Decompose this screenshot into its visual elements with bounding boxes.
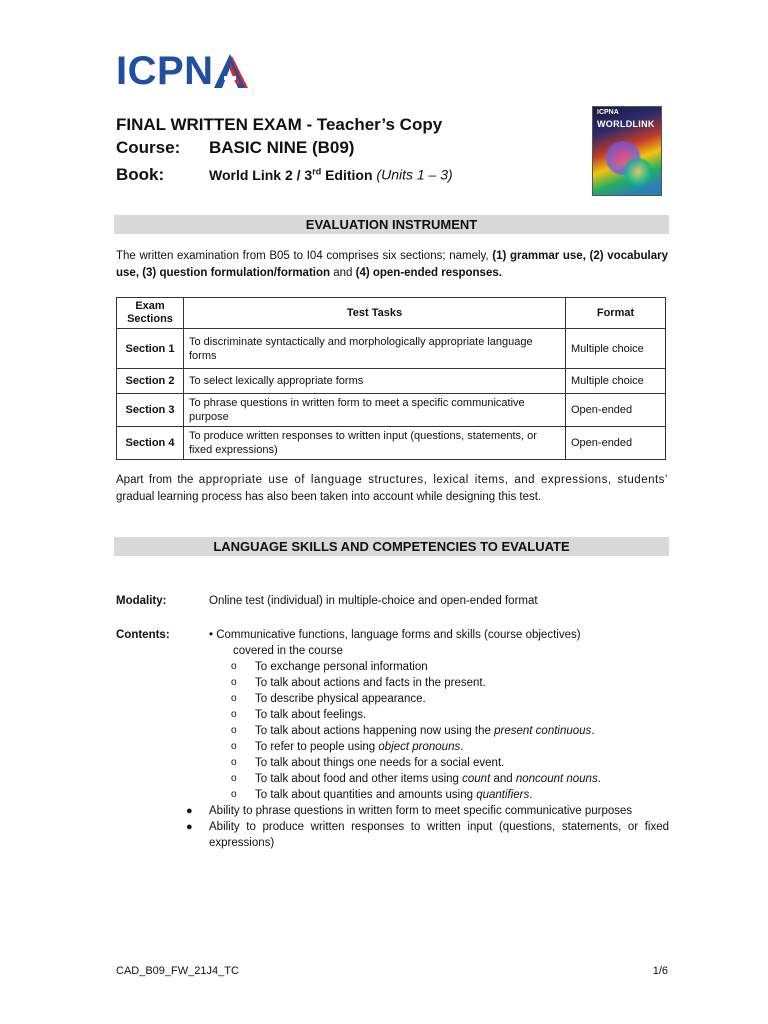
intro-bold-1: (1) grammar use, (2) vocabulary use, (3) question formulation/formation [116, 250, 668, 279]
circle-bullet-icon: o [231, 773, 237, 784]
objective-term: object pronouns [378, 741, 461, 753]
row-task: To select lexically appropriate forms [184, 369, 566, 394]
row-format: Multiple choice [566, 369, 666, 394]
circle-bullet-icon: o [231, 725, 237, 736]
row-task: To produce written responses to written input (questions, statements, or fixed expressions) [184, 427, 566, 460]
objective-text: To talk about quantities and amounts using [255, 789, 477, 801]
circle-bullet-icon: o [231, 741, 237, 752]
evaluation-outro [116, 472, 668, 505]
book-value [209, 167, 376, 183]
bullet-dot-icon: ● [186, 821, 193, 833]
logo-a-mark [212, 52, 248, 90]
circle-bullet-icon: o [231, 757, 237, 768]
row-task: To discriminate syntactically and morphologically appropriate language forms [184, 329, 566, 369]
course-value: BASIC NINE (B09) [209, 138, 355, 157]
section-heading-evaluation: EVALUATION INSTRUMENT [114, 215, 669, 234]
row-section: Section 3 [117, 394, 184, 427]
list-item [186, 803, 669, 819]
circle-bullet-icon: o [231, 709, 237, 720]
cover-art-2 [623, 157, 653, 187]
cover-brand: ICPNA [597, 109, 619, 116]
cover-title: WORLDLINK [597, 119, 655, 129]
bullet-dot-icon: ● [186, 805, 193, 817]
objective-end: . [460, 741, 464, 753]
exam-title: FINAL WRITTEN EXAM - Teacher’s Copy [116, 115, 443, 134]
book-title: World Link 2 / 3 [209, 166, 313, 183]
objective-term-2: noncount nouns [515, 773, 598, 785]
contents-block [186, 627, 669, 851]
outro-text-b: appropriate use of language structures, lexical items, and expressions, students’ [198, 474, 668, 486]
row-section: Section 4 [117, 427, 184, 460]
objective-term: quantifiers [476, 789, 530, 801]
table-row [117, 427, 666, 460]
objectives-list [209, 659, 669, 803]
row-task: To phrase questions in written form to meet a specific communicative purpose [184, 394, 566, 427]
list-item [209, 771, 669, 787]
outro-text-a: Apart from the [116, 474, 199, 486]
list-item [209, 659, 669, 675]
ability-text: Ability to produce written responses to written input (questions, statements, or fixed expressions) [209, 821, 669, 849]
icpna-logo [116, 50, 248, 92]
modality-value: Online test (individual) in multiple-choice and open-ended format [209, 595, 538, 607]
list-item [186, 819, 669, 851]
circle-bullet-icon: o [231, 693, 237, 704]
objective-and: and [490, 773, 516, 785]
outro-text-c: gradual learning process has also been taken into account while designing this test. [116, 490, 542, 503]
objective-term: count [462, 773, 491, 785]
evaluation-intro [116, 248, 668, 281]
row-section: Section 2 [117, 369, 184, 394]
modality-label: Modality: [116, 595, 167, 607]
objective-text: To talk about feelings. [255, 709, 367, 721]
objective-text: To talk about food and other items using [255, 773, 463, 785]
row-format: Open-ended [566, 427, 666, 460]
book-label: Book: [116, 164, 165, 184]
circle-bullet-icon: o [231, 789, 237, 800]
objective-term: present continuous [494, 725, 592, 737]
book-edition: Edition [321, 166, 377, 183]
objective-text: To talk about things one needs for a social event. [255, 757, 505, 769]
ability-list [186, 803, 669, 851]
objective-text: To describe physical appearance. [255, 693, 426, 705]
intro-and: and [330, 266, 356, 279]
header-test-tasks: Test Tasks [184, 298, 566, 329]
row-format: Open-ended [566, 394, 666, 427]
list-item [209, 723, 669, 739]
list-item [209, 707, 669, 723]
objective-text: To talk about actions and facts in the present. [255, 677, 486, 689]
table-row [117, 329, 666, 369]
table-row [117, 394, 666, 427]
circle-bullet-icon: o [231, 661, 237, 672]
ability-text: Ability to phrase questions in written form to meet specific communicative purposes [209, 805, 633, 817]
header-format: Format [566, 298, 666, 329]
list-item [209, 691, 669, 707]
book-line [116, 160, 453, 186]
list-item [209, 755, 669, 771]
course-label: Course: [116, 138, 181, 157]
book-units: (Units 1 – 3) [376, 166, 453, 183]
section-heading-skills: LANGUAGE SKILLS AND COMPETENCIES TO EVALUATE [114, 537, 669, 556]
circle-bullet-icon: o [231, 677, 237, 688]
objective-end: . [529, 789, 533, 801]
document-code: CAD_B09_FW_21J4_TC [116, 965, 239, 977]
row-section: Section 1 [117, 329, 184, 369]
objective-text: To refer to people using [255, 741, 379, 753]
course-line [116, 137, 354, 159]
page-number: 1/6 [652, 965, 668, 977]
intro-text: The written examination from B05 to I04 comprises six sections; namely, [116, 250, 493, 262]
intro-bold-2: (4) open-ended responses. [355, 266, 502, 279]
list-item [209, 739, 669, 755]
objective-text: To exchange personal information [255, 661, 428, 673]
contents-intro: • Communicative functions, language forms and skills (course objectives) [209, 629, 581, 641]
list-item [209, 675, 669, 691]
row-format: Multiple choice [566, 329, 666, 369]
list-item [209, 787, 669, 803]
table-row [117, 369, 666, 394]
table-header-row [117, 298, 666, 329]
contents-label: Contents: [116, 629, 170, 641]
test-tasks-table [116, 297, 666, 460]
contents-intro-cont: covered in the course [233, 645, 343, 657]
objective-end: . [597, 773, 601, 785]
book-edition-sup: rd [312, 166, 322, 176]
logo-text-icpn: ICPN [116, 49, 214, 93]
header-exam-sections: Exam Sections [117, 298, 184, 329]
objective-text: To talk about actions happening now using the [255, 725, 495, 737]
book-cover-image [592, 106, 662, 196]
objective-end: . [591, 725, 595, 737]
